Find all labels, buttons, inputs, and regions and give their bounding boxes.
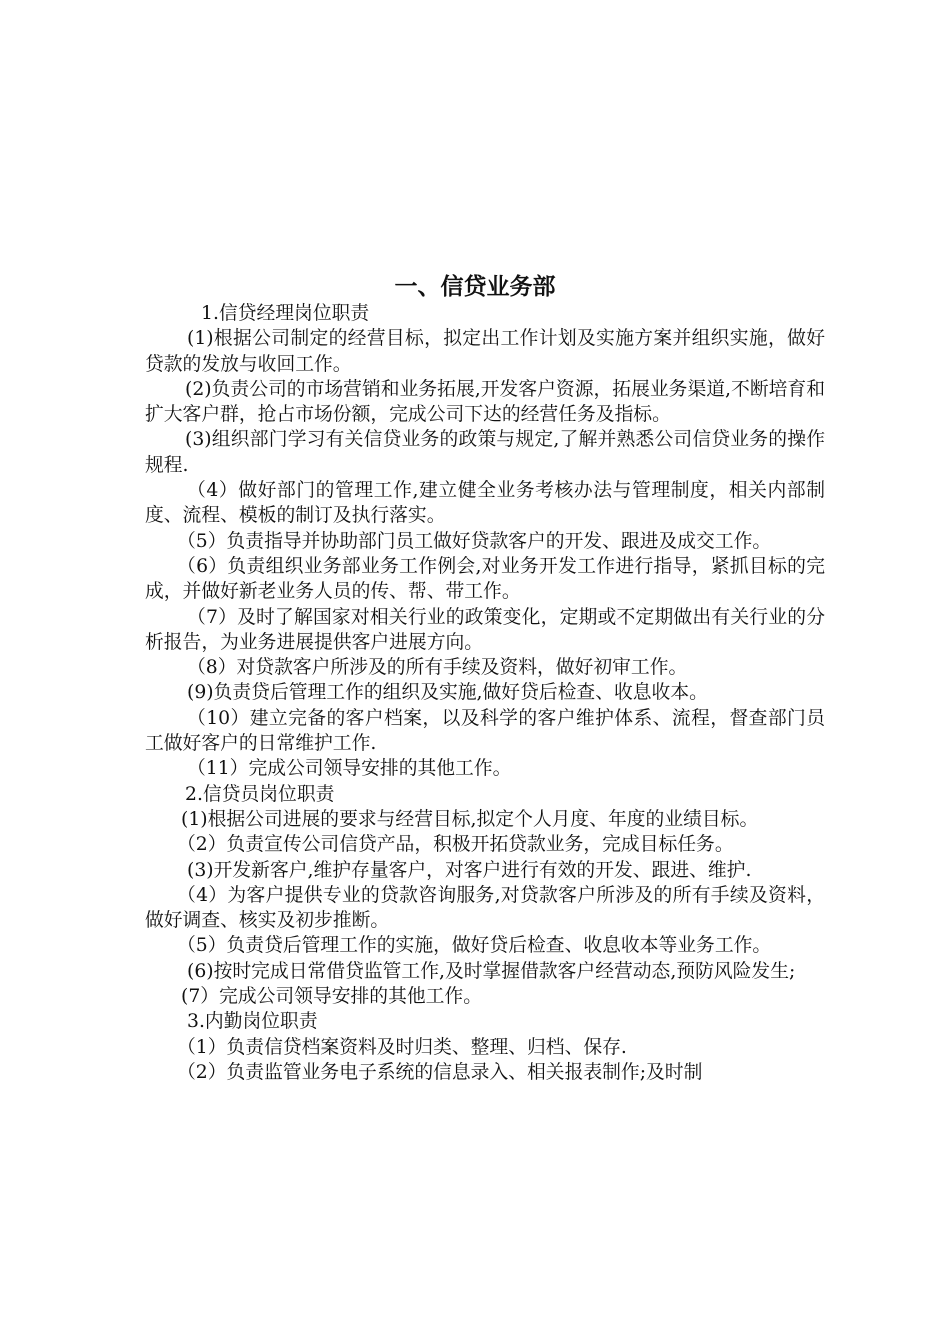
paragraph: （4）为客户提供专业的贷款咨询服务,对贷款客户所涉及的所有手续及资料，做好调查、核实及初步推断。 — [145, 884, 825, 932]
document-body — [145, 301, 825, 1085]
paragraph: （4）做好部门的管理工作,建立健全业务考核办法与管理制度，相关内部制度、流程、模板的制订及执行落实。 — [145, 480, 825, 527]
paragraph: (6)按时完成日常借贷监管工作,及时掌握借款客户经营动态,预防风险发生; — [187, 960, 796, 982]
subsection-heading: 3.内勤岗位职责 — [187, 1011, 318, 1033]
paragraph: (2)负责公司的市场营销和业务拓展,开发客户资源，拓展业务渠道,不断培育和扩大客户群，抢占市场份额，完成公司下达的经营任务及指标。 — [145, 378, 825, 426]
paragraph: （5）负责贷后管理工作的实施，做好贷后检查、收息收本等业务工作。 — [177, 935, 772, 957]
paragraph: (3)开发新客户,维护存量客户，对客户进行有效的开发、跟进、维护. — [187, 859, 752, 881]
paragraph: （8）对贷款客户所涉及的所有手续及资料，做好初审工作。 — [187, 657, 688, 679]
subsection-heading: 1.信贷经理岗位职责 — [201, 303, 370, 324]
subsection-heading: 2.信贷员岗位职责 — [185, 783, 335, 805]
paragraph: (3)组织部门学习有关信贷业务的政策与规定,了解并熟悉公司信贷业务的操作规程. — [145, 429, 825, 476]
paragraph: （11）完成公司领导安排的其他工作。 — [187, 758, 512, 780]
paragraph: （2）负责宣传公司信贷产品，积极开拓贷款业务，完成目标任务。 — [177, 834, 734, 856]
paragraph: (1)根据公司进展的要求与经营目标,拟定个人月度、年度的业绩目标。 — [181, 808, 759, 830]
paragraph: （6）负责组织业务部业务工作例会,对业务开发工作进行指导，紧抓目标的完成，并做好新老业务人员的传、帮、带工作。 — [145, 555, 825, 603]
section-title: 一、信贷业务部 — [394, 273, 556, 300]
paragraph: (7）完成公司领导安排的其他工作。 — [181, 986, 482, 1008]
paragraph: （5）负责指导并协助部门员工做好贷款客户的开发、跟进及成交工作。 — [177, 530, 772, 552]
paragraph: （7）及时了解国家对相关行业的政策变化，定期或不定期做出有关行业的分析报告，为业务进展提供客户进展方向。 — [145, 606, 825, 653]
paragraph: （1）负责信贷档案资料及时归类、整理、归档、保存. — [177, 1036, 627, 1058]
paragraph: （10）建立完备的客户档案，以及科学的客户维护体系、流程，督查部门员工做好客户的日常维护工作. — [145, 707, 825, 755]
paragraph: （2）负责监管业务电子系统的信息录入、相关报表制作;及时制 — [177, 1061, 703, 1083]
paragraph: (1)根据公司制定的经营目标，拟定出工作计划及实施方案并组织实施，做好贷款的发放与收回工作。 — [145, 328, 825, 375]
paragraph: (9)负责贷后管理工作的组织及实施,做好贷后检查、收息收本。 — [187, 682, 708, 704]
